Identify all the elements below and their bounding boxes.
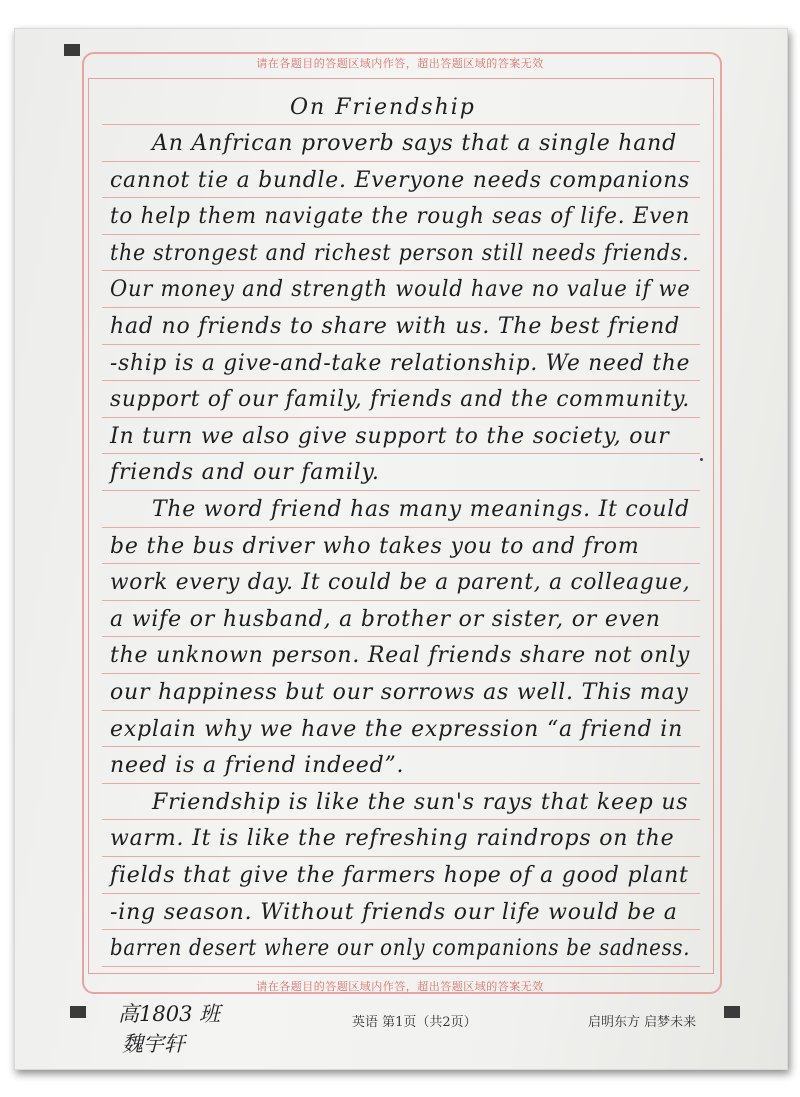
essay-line: -ing season. Without friends our life would be a bbox=[110, 899, 678, 925]
ruled-line bbox=[102, 124, 700, 125]
ruled-line bbox=[102, 197, 700, 198]
essay-line: the strongest and richest person still needs friends. bbox=[110, 240, 690, 266]
ruled-line bbox=[102, 417, 700, 418]
ruled-line bbox=[102, 819, 700, 820]
ruled-line bbox=[102, 783, 700, 784]
essay-line: -ship is a give-and-take relationship. We need the bbox=[110, 350, 691, 376]
corner-marker-bottom-left bbox=[70, 1006, 86, 1018]
ruled-line bbox=[102, 161, 700, 162]
essay-line: cannot tie a bundle. Everyone needs companions bbox=[110, 167, 691, 193]
essay-line: be the bus driver who takes you to and from bbox=[110, 533, 640, 559]
essay-line: The word friend has many meanings. It could bbox=[152, 497, 690, 522]
corner-marker-bottom-right bbox=[724, 1006, 740, 1018]
essay-line: friends and our family. bbox=[110, 460, 380, 486]
essay-line: Friendship is like the sun's rays that keep us bbox=[152, 789, 689, 815]
ruled-line bbox=[102, 746, 700, 747]
essay-line: our happiness but our sorrows as well. This may bbox=[110, 680, 689, 705]
ruled-line bbox=[102, 563, 700, 564]
essay-line: a wife or husband, a brother or sister, or even bbox=[110, 606, 661, 632]
essay-line: warm. It is like the refreshing raindrops on the bbox=[110, 826, 675, 852]
essay-line: support of our family, friends and the community. bbox=[110, 387, 691, 413]
student-name: 魏宇轩 bbox=[122, 1032, 185, 1056]
ink-spot bbox=[700, 458, 703, 461]
ruled-line bbox=[102, 673, 700, 674]
ruled-line bbox=[102, 234, 700, 235]
ruled-line bbox=[102, 856, 700, 857]
bottom-notice: 请在各题目的答题区域内作答，超出答题区域的答案无效 bbox=[256, 980, 544, 993]
ruled-line bbox=[102, 490, 700, 491]
essay-line: barren desert where our only companions be sadness. bbox=[110, 936, 691, 962]
footer-page-info: 英语 第1页（共2页） bbox=[352, 1015, 477, 1030]
ruled-line bbox=[102, 344, 700, 345]
essay-line: Our money and strength would have no value if we bbox=[110, 277, 691, 303]
top-notice: 请在各题目的答题区域内作答，超出答题区域的答案无效 bbox=[256, 57, 544, 70]
essay-line: had no friends to share with us. The best friend bbox=[110, 314, 680, 339]
ruled-line bbox=[102, 636, 700, 637]
ruled-line bbox=[102, 380, 700, 381]
ruled-line bbox=[102, 453, 700, 454]
essay-line: fields that give the farmers hope of a good plant bbox=[110, 863, 689, 888]
ruled-line bbox=[102, 527, 700, 528]
ruled-line bbox=[102, 710, 700, 711]
essay-line: need is a friend indeed”. bbox=[110, 753, 405, 779]
essay-line: An Anfrican proverb says that a single hand bbox=[152, 131, 678, 156]
ruled-line bbox=[102, 966, 700, 967]
essay-line: In turn we also give support to the society, our bbox=[110, 423, 670, 449]
ruled-line bbox=[102, 893, 700, 894]
ruled-line bbox=[102, 929, 700, 930]
essay-line: the unknown person. Real friends share not only bbox=[110, 643, 691, 669]
ruled-line bbox=[102, 270, 700, 271]
essay-line: work every day. It could be a parent, a colleague, bbox=[110, 570, 691, 596]
ruled-line bbox=[102, 600, 700, 601]
essay-line: explain why we have the expression “a friend in bbox=[110, 716, 684, 742]
essay-title: On Friendship bbox=[290, 95, 476, 120]
footer-brand: 启明东方 启梦未来 bbox=[588, 1015, 697, 1030]
ruled-line bbox=[102, 307, 700, 308]
student-class: 高1803 班 bbox=[118, 1002, 221, 1026]
essay-line: to help them navigate the rough seas of life. Even bbox=[110, 204, 691, 230]
